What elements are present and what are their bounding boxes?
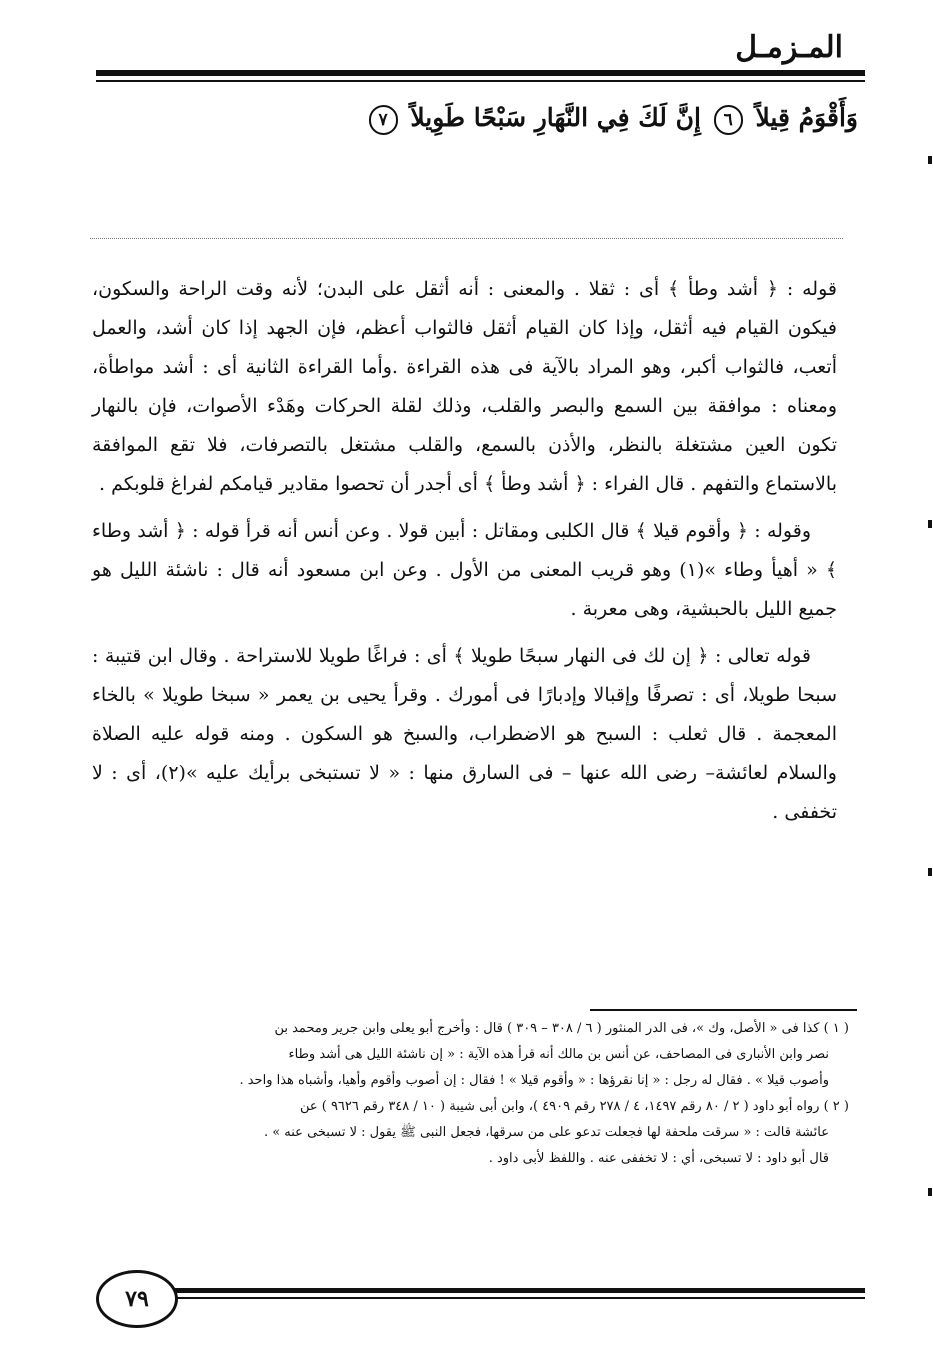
footnote-line: عائشة قالت : « سرقت ملحفة لها فجعلت تدعو على من سرقها، فجعل النبى ﷺ يقول : لا تسبخى عنه » . bbox=[263, 1125, 829, 1140]
verse-number-6: ٦ bbox=[714, 105, 743, 135]
verse-text-middle: إِنَّ لَكَ فِي النَّهَارِ سَبْحًا طَوِيلاً bbox=[410, 103, 701, 132]
verse-text-before: وَأَقْوَمُ قِيلاً bbox=[755, 103, 858, 132]
margin-dot bbox=[928, 156, 932, 164]
margin-dot bbox=[928, 868, 932, 876]
footer-rule-thin bbox=[175, 1297, 865, 1299]
footnote-line: ( ٢ ) رواه أبو داود ( ٢ / ٨٠ رقم ١٤٩٧، ٤ / ٢٧٨ رقم ٤٩٠٩ )، وابن أبى شيبة ( ١٠ / ٣٤٨ رقم ٩٦٢٦ ) عن bbox=[299, 1099, 849, 1114]
commentary-paragraph: وقوله : ﴿ وأقوم قيلا ﴾ قال الكلبى ومقاتل : أبين قولا . وعن أنس أنه قرأ قوله : ﴿ أشد وطاء ﴾ « أهيأ وطاء »(١) وهو قريب المعنى من الأول . وعن ابن مسعود أنه قال : ناشئة الليل هو جميع الليل بالحبشية، وهى معربة . bbox=[92, 520, 837, 620]
footnote-line: نصر وابن الأنبارى فى المصاحف، عن أنس بن مالك أنه قرأ هذه الآية : « إن ناشئة الليل هى أشد وطاء bbox=[288, 1047, 829, 1062]
commentary-paragraph: قوله : ﴿ أشد وطأ ﴾ أى : ثقلا . والمعنى : أنه أثقل على البدن؛ لأنه وقت الراحة والسكون، فيكون القيام فيه أثقل، وإذا كان القيام أثقل فالثواب أعظم، فإن الجهد إذا كان أشد، والعمل أتعب، فالثواب أكبر، وهو المراد بالآية فى هذه القراءة .وأما القراءة الثانية أى : أشد مواطأة، ومعناه : موافقة بين السمع والبصر والقلب، وذلك لقلة الحركات وهَدْء الأصوات، فإن بالنهار تكون العين مشتغلة بالنظر، والأذن بالسمع، والقلب مشتغل بالتصرفات، فلا تقع الموافقة بالاستماع والتفهم . قال الفراء : ﴿ أشد وطأ ﴾ أى أجدر أن تحصوا مقادير قيامكم لفراغ قلوبكم . bbox=[92, 278, 837, 495]
footnote-line: وأصوب قيلا » . فقال له رجل : « إنا نقرؤها : « وأقوم قيلا » ! فقال : إن أصوب وأقوم وأهيا، وأشباه هذا واحد . bbox=[239, 1073, 829, 1088]
commentary-paragraph: قوله تعالى : ﴿ إن لك فى النهار سبحًا طويلا ﴾ أى : فراغًا طويلا للاستراحة . وقال ابن قتيبة : سبحا طويلا، أى : تصرفًا وإقبالا وإدبارًا فى أمورك . وقرأ يحيى بن يعمر « سبخا طويلا » بالخاء المعجمة . قال ثعلب : السبح هو الاضطراب، والسبخ هو السكون . ومنه قوله عليه الصلاة والسلام لعائشة– رضى الله عنها – فى السارق منها : « لا تستبخى برأيك عليه »(٢)، أى : لا تخففى . bbox=[92, 645, 837, 823]
footnote-line: ( ١ ) كذا فى « الأصل، وك »، فى الدر المنثور ( ٦ / ٣٠٨ – ٣٠٩ ) قال : وأخرج أبو يعلى وابن جرير ومحمد بن bbox=[274, 1021, 849, 1036]
margin-dot bbox=[928, 1188, 932, 1196]
footnote-separator bbox=[590, 1009, 857, 1011]
margin-dot bbox=[928, 520, 932, 528]
header-rule-thin bbox=[96, 80, 865, 82]
footnotes bbox=[92, 1016, 849, 1172]
commentary-text bbox=[92, 270, 837, 840]
footer-rule-thick bbox=[175, 1288, 865, 1293]
footnote-line: قال أبو داود : لا تسبخى، أي : لا تخففى عنه . واللفظ لأبى داود . bbox=[488, 1151, 829, 1166]
header-rule-thick bbox=[96, 70, 865, 76]
quran-verse-line bbox=[68, 96, 858, 140]
surah-title: المـزمـل bbox=[735, 30, 843, 65]
verse-number-7: ٧ bbox=[369, 105, 398, 135]
page-number: ٧٩ bbox=[96, 1270, 178, 1328]
section-divider bbox=[90, 238, 843, 239]
